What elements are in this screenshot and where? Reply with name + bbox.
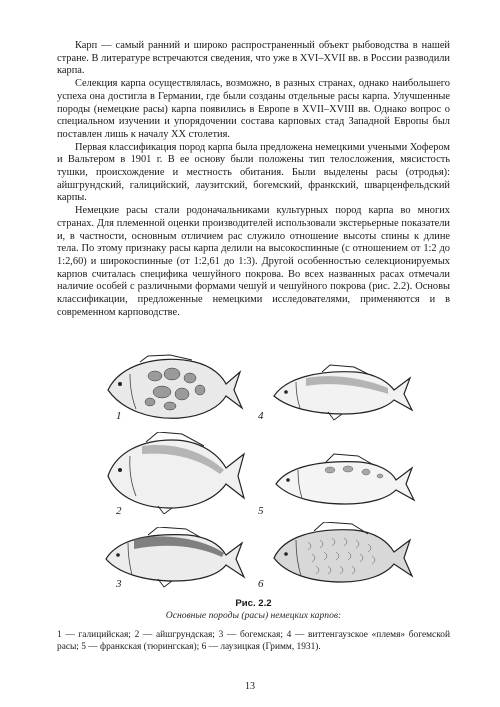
figure-title: Рис. 2.2 <box>235 598 272 609</box>
body-text <box>57 40 450 319</box>
fish-illustration-5 <box>270 452 420 512</box>
figure-number-3: 3 <box>116 578 122 590</box>
figure-number-6: 6 <box>258 578 264 590</box>
figure-number-5: 5 <box>258 505 264 517</box>
figure-caption <box>57 598 450 622</box>
paragraph-4: Немецкие расы стали родоначальниками культурных пород карпа во многих странах. Для племенной оценки производителей использовали экстерьерные показатели и, в частности, основным отличием рас служило отношение высоты спины к длине тела. По этому признаку расы карпа делили на высокоспинные (с отношением от 1:2 до 1:2,60) и широкоспинные (от 1:2,61 до 1:3). Другой особенностью селекционируемых карпов считалась специфика чешуйного покрова. Во всех названных расах отмечали наличие особей с различными формами чешуй и чешуйного покрова (рис. 2.2). Основы классификации, предложенные немецкими исследователями, применяются и в современном карповодстве. <box>57 205 450 318</box>
figure-number-2: 2 <box>116 505 122 517</box>
figure-number-4: 4 <box>258 410 264 422</box>
fish-illustration-1 <box>100 354 245 424</box>
fish-illustration-6 <box>268 522 418 590</box>
paragraph-2: Селекция карпа осуществлялась, возможно, в разных странах, однако наибольшего успеха она достигла в Германии, где были созданы отдельные расы карпа. Улучшенные породы (немецкие расы) карпа появились в Европе в XVII–XVIII вв. Однако вопрос о специальном изучении и упорядочении состава карповых стад Западной Европы был поставлен лишь к началу XX столетия. <box>57 78 450 140</box>
paragraph-1: Карп — самый ранний и широко распространенный объект рыбоводства в нашей стране. В литературе встречаются сведения, что уже в XVI–XVII вв. в России разводили карпа. <box>57 40 450 77</box>
fish-illustration-3 <box>100 527 250 589</box>
carp-figure <box>100 352 420 602</box>
figure-number-1: 1 <box>116 410 122 422</box>
figure-legend: 1 — галицийская; 2 — айшгрундская; 3 — богемская; 4 — виттенгаузское «племя» богемской расы; 5 — франкская (тюрингская); 6 — лаузицкая (Гримм, 1931). <box>57 630 450 652</box>
fish-illustration-2 <box>102 432 252 514</box>
page-number: 13 <box>245 681 255 692</box>
figure-subtitle: Основные породы (расы) немецких карпов: <box>165 610 342 621</box>
paragraph-3: Первая классификация пород карпа была предложена немецкими учеными Хофером и Вальтером в 1901 г. В ее основу были положены тип телосложения, мясистость тушки, происхождение и местность обитания. Были выделены расы (отродья): айшгрундский, галицийский, лаузитский, богемский, франкский, шварценфельдский карпы. <box>57 141 450 204</box>
fish-illustration-4 <box>268 364 418 422</box>
